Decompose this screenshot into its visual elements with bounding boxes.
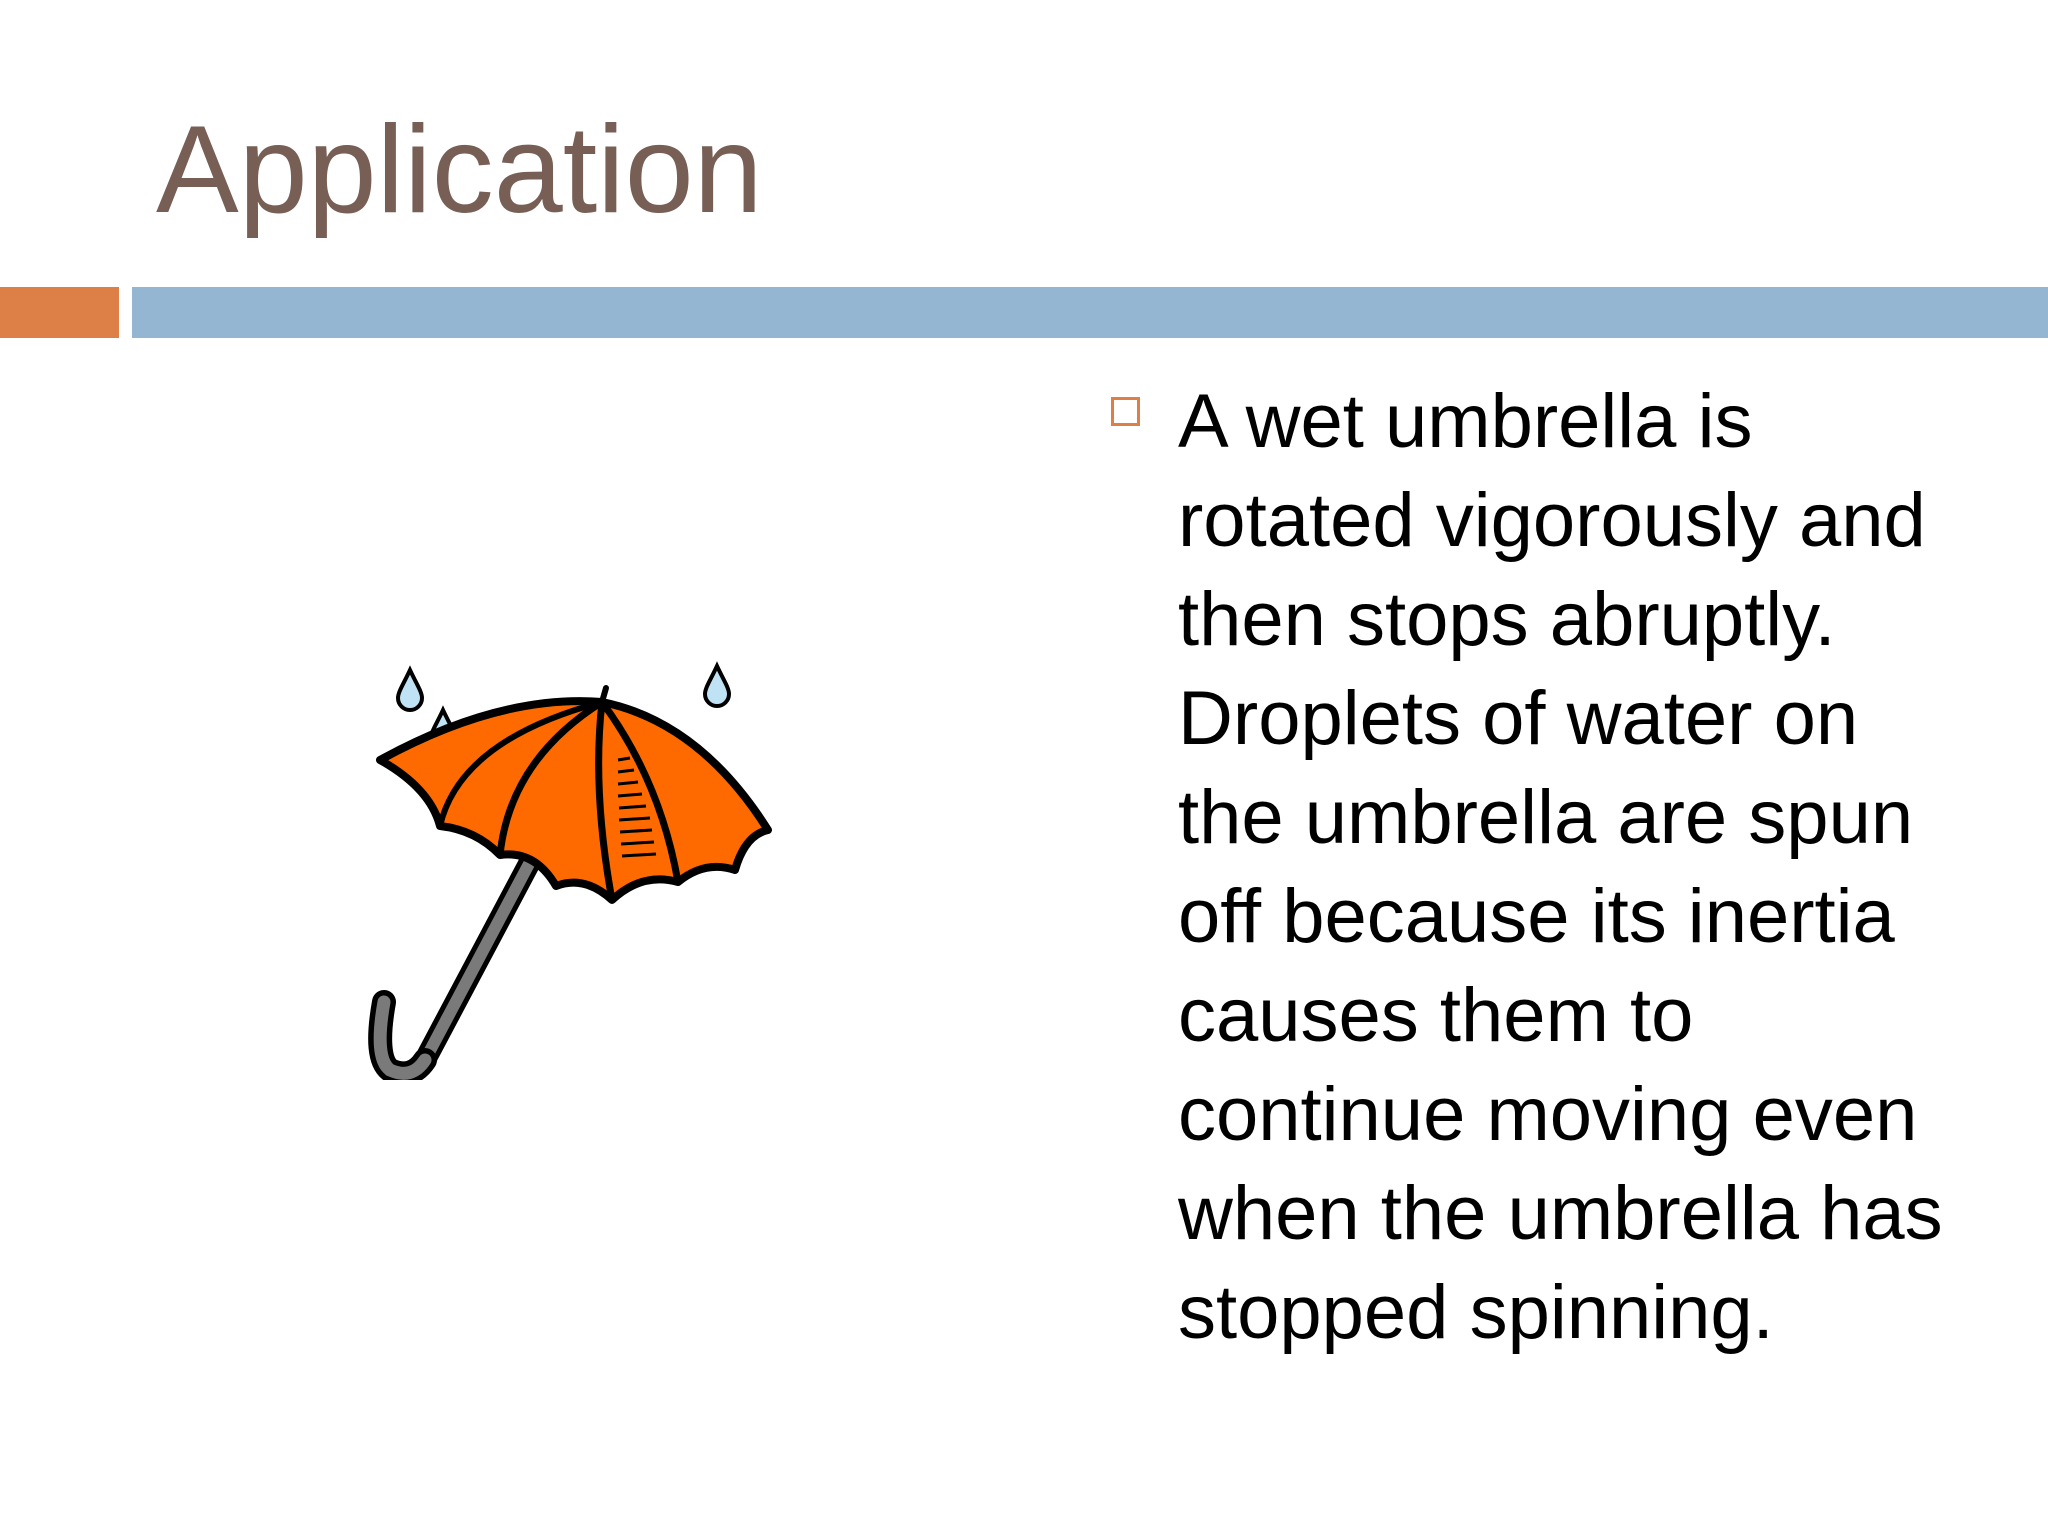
bullet-text: A wet umbrella is rotated vigorously and then stops abruptly. Droplets of water on the umbrella are spun off because its inertia causes them to continue moving even when the umbrella has stopped spinning.	[1178, 379, 1943, 1355]
raindrop-icon	[705, 666, 729, 706]
raindrop-icon	[398, 670, 422, 710]
umbrella-icon	[360, 650, 790, 1080]
bullet-marker-icon	[1111, 397, 1140, 426]
title-accent-bar	[0, 287, 119, 338]
slide-title: Application	[156, 101, 763, 239]
title-rule-bar	[132, 287, 2048, 338]
